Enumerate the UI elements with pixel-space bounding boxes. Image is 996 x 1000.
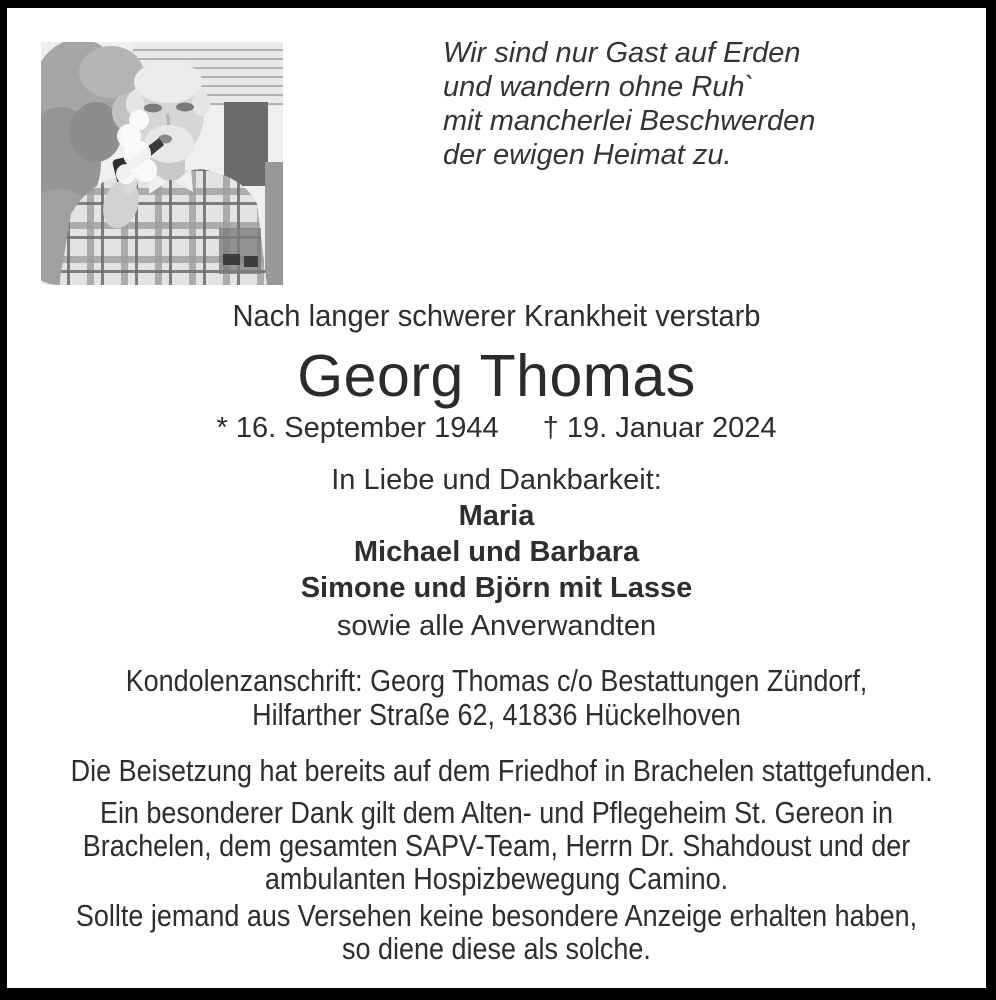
verse-line: Wir sind nur Gast auf Erden xyxy=(443,37,801,69)
thanks-line: Ein besonderer Dank gilt dem Alten- und Pflegeheim St. Gereon in xyxy=(99,795,894,830)
death-date: † 19. Januar 2024 xyxy=(542,412,777,444)
life-dates xyxy=(7,412,986,445)
condolence-line: Hilfarther Straße 62, 41836 Hückelhoven xyxy=(252,697,741,732)
memorial-verse xyxy=(443,36,815,172)
thanks-line: ambulanten Hospizbewegung Camino. xyxy=(264,861,729,896)
burial-notice: Die Beisetzung hat bereits auf dem Friedhof in Brachelen stattgefunden. xyxy=(70,753,933,788)
mourner-name: Simone und Björn mit Lasse xyxy=(300,572,693,604)
apology-line: so diene diese als solche. xyxy=(342,931,651,966)
verse-line: mit mancherlei Beschwerden xyxy=(443,105,816,137)
portrait-photo xyxy=(41,42,283,285)
condolence-line: Kondolenzanschrift: Georg Thomas c/o Bestattungen Zündorf, xyxy=(125,663,868,698)
mourner-name: Maria xyxy=(458,500,535,532)
deceased-name: Georg Thomas xyxy=(297,343,696,409)
thanks-line: Brachelen, dem gesamten SAPV-Team, Herrn Dr. Shahdoust und der xyxy=(82,828,911,863)
apology-notice xyxy=(71,899,923,965)
gratitude-heading: In Liebe und Dankbarkeit: xyxy=(331,464,662,496)
thanks-paragraph xyxy=(71,796,923,895)
verse-line: der ewigen Heimat zu. xyxy=(443,139,732,171)
birth-date: * 16. September 1944 xyxy=(216,412,499,444)
mourner-name: Michael und Barbara xyxy=(353,536,640,568)
apology-line: Sollte jemand aus Versehen keine besondere Anzeige erhalten haben, xyxy=(75,898,918,933)
mourners-closing: sowie alle Anverwandten xyxy=(336,610,657,642)
verse-line: und wandern ohne Ruh` xyxy=(443,71,755,103)
intro-line: Nach langer schwerer Krankheit verstarb xyxy=(232,298,761,333)
portrait-photo-illustration xyxy=(41,42,283,285)
condolence-address xyxy=(71,664,923,732)
